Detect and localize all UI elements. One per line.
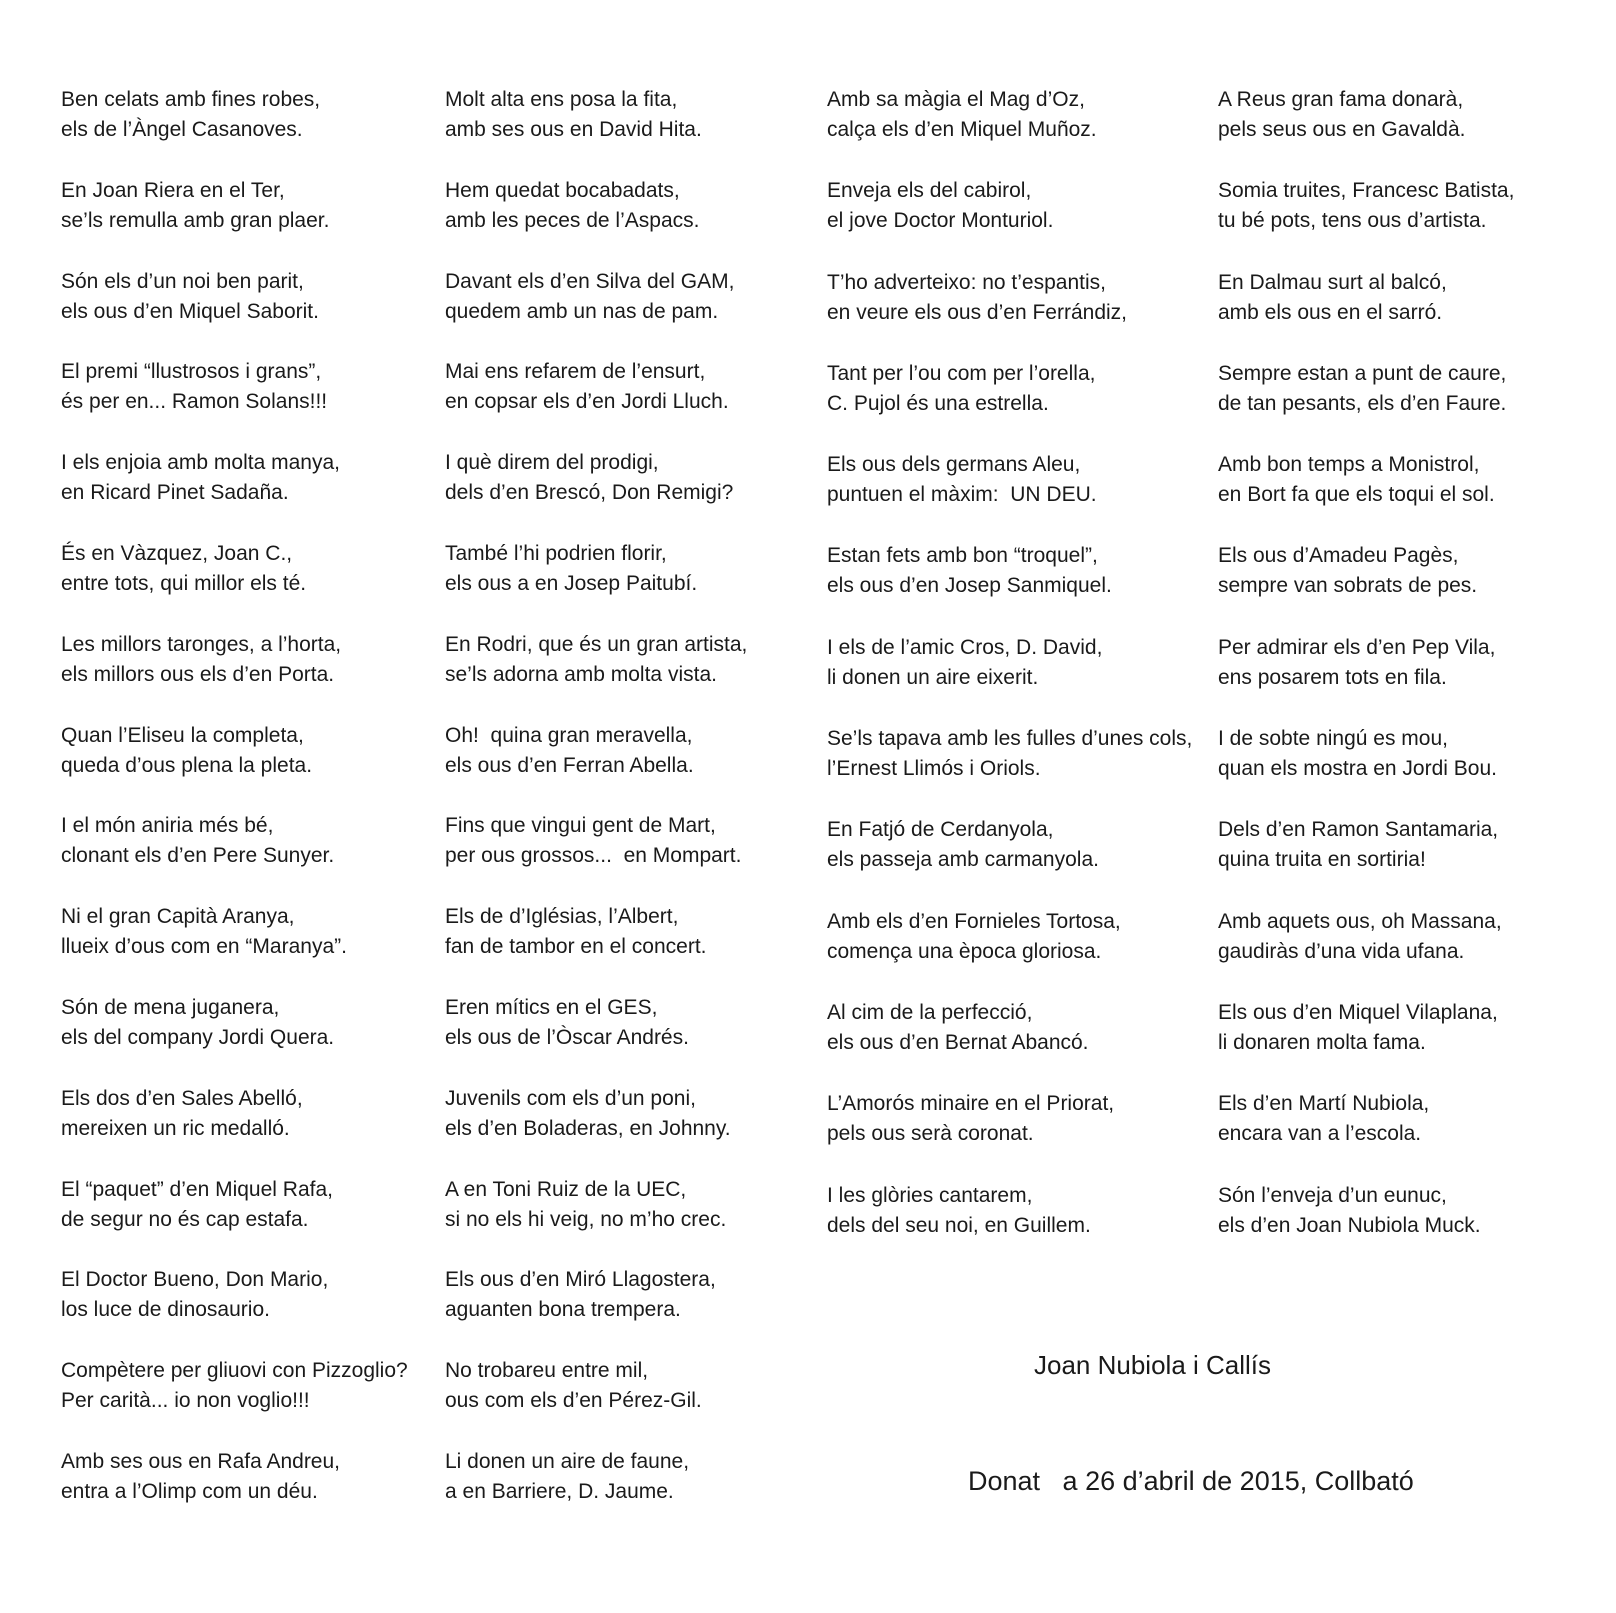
verse-line: en Bort fa que els toqui el sol. xyxy=(1218,483,1495,507)
couplet xyxy=(1218,541,1514,632)
verse-line: els ous d’en Bernat Abancó. xyxy=(827,1030,1089,1054)
verse-line: I les glòries cantarem, xyxy=(827,1183,1033,1207)
couplet xyxy=(61,85,408,176)
verse-line: calça els d’en Miquel Muñoz. xyxy=(827,118,1097,141)
couplet xyxy=(827,1181,1192,1272)
verse-line: En Rodri, que és un gran artista, xyxy=(445,632,748,656)
verse-line: Ben celats amb fines robes, xyxy=(61,88,321,111)
verse-line: els ous d’en Miquel Saborit. xyxy=(61,299,319,323)
verse-line: Compètere per gliuovi con Pizzoglio? xyxy=(61,1359,408,1383)
couplet xyxy=(445,176,747,267)
verse-line: Se’ls tapava amb les fulles d’unes cols, xyxy=(827,727,1193,751)
verse-line: Li donen un aire de faune, xyxy=(445,1449,690,1473)
verse-line: els ous de l’Òscar Andrés. xyxy=(445,1025,689,1049)
couplet xyxy=(61,1084,408,1175)
verse-line: quedem amb un nas de pam. xyxy=(445,299,719,323)
couplet xyxy=(1218,359,1514,450)
couplet xyxy=(445,630,747,721)
couplet xyxy=(445,721,747,812)
verse-line: sempre van sobrats de pes. xyxy=(1218,574,1478,598)
verse-line: els del company Jordi Quera. xyxy=(61,1025,335,1049)
verse-line: Amb els d’en Fornieles Tortosa, xyxy=(827,909,1121,933)
verse-line: Quan l’Eliseu la completa, xyxy=(61,723,304,747)
verse-line: Per carità... io non voglio!!! xyxy=(61,1389,310,1413)
verse-line: els d’en Boladeras, en Johnny. xyxy=(445,1116,731,1140)
verse-line: comença una època gloriosa. xyxy=(827,939,1102,963)
verse-line: Mai ens refarem de l’ensurt, xyxy=(445,360,706,384)
verse-line: el jove Doctor Monturiol. xyxy=(827,209,1054,233)
verse-line: clonant els d’en Pere Sunyer. xyxy=(61,844,335,868)
couplet xyxy=(827,268,1192,359)
verse-line: També l’hi podrien florir, xyxy=(445,541,667,565)
couplet xyxy=(1218,176,1514,267)
couplet xyxy=(445,1447,747,1538)
verse-line: mereixen un ric medalló. xyxy=(61,1116,290,1140)
couplet xyxy=(61,176,408,267)
verse-line: Els ous dels germans Aleu, xyxy=(827,453,1081,477)
couplet xyxy=(1218,85,1514,176)
verse-line: els passeja amb carmanyola. xyxy=(827,848,1099,872)
verse-line: de tan pesants, els d’en Faure. xyxy=(1218,391,1507,415)
couplet xyxy=(445,1356,747,1447)
couplet xyxy=(61,267,408,358)
verse-line: gaudiràs d’una vida ufana. xyxy=(1218,939,1465,963)
verse-line: És en Vàzquez, Joan C., xyxy=(61,541,293,565)
verse-line: li donen un aire eixerit. xyxy=(827,665,1039,689)
verse-line: quan els mostra en Jordi Bou. xyxy=(1218,757,1497,781)
verse-line: amb els ous en el sarró. xyxy=(1218,300,1443,324)
verse-line: se’ls remulla amb gran plaer. xyxy=(61,208,330,232)
verse-line: Sempre estan a punt de caure, xyxy=(1218,361,1507,385)
couplet xyxy=(827,633,1192,724)
verse-line: a en Barriere, D. Jaume. xyxy=(445,1479,674,1503)
couplet xyxy=(827,450,1192,541)
verse-line: quina truita en sortiria! xyxy=(1218,848,1426,872)
verse-line: se’ls adorna amb molta vista. xyxy=(445,662,717,686)
poem-column-2 xyxy=(445,85,747,1538)
verse-line: amb les peces de l’Aspacs. xyxy=(445,208,700,232)
verse-line: Estan fets amb bon “troquel”, xyxy=(827,544,1098,568)
verse-line: Oh! quina gran meravella, xyxy=(445,723,693,747)
couplet xyxy=(1218,1089,1514,1180)
verse-line: ens posarem tots en fila. xyxy=(1218,665,1447,689)
verse-line: No trobareu entre mil, xyxy=(445,1359,649,1383)
couplet xyxy=(61,357,408,448)
couplet xyxy=(445,993,747,1084)
verse-line: Per admirar els d’en Pep Vila, xyxy=(1218,635,1496,659)
verse-line: En Joan Riera en el Ter, xyxy=(61,178,285,202)
verse-line: Els ous d’en Miró Llagostera, xyxy=(445,1268,716,1292)
couplet xyxy=(1218,450,1514,541)
verse-line: El premi “llustrosos i grans”, xyxy=(61,360,322,384)
verse-line: Amb sa màgia el Mag d’Oz, xyxy=(827,88,1085,111)
verse-line: C. Pujol és una estrella. xyxy=(827,391,1049,415)
verse-line: els ous a en Josep Paitubí. xyxy=(445,571,698,595)
verse-line: encara van a l’escola. xyxy=(1218,1122,1422,1146)
verse-line: de segur no és cap estafa. xyxy=(61,1207,309,1231)
verse-line: entre tots, qui millor els té. xyxy=(61,571,307,595)
verse-line: Hem quedat bocabadats, xyxy=(445,178,680,202)
verse-line: els de l’Àngel Casanoves. xyxy=(61,118,303,141)
couplet xyxy=(827,541,1192,632)
couplet xyxy=(445,1175,747,1266)
couplet xyxy=(445,1265,747,1356)
verse-line: tu bé pots, tens ous d’artista. xyxy=(1218,209,1487,233)
verse-line: Molt alta ens posa la fita, xyxy=(445,88,678,111)
couplet xyxy=(445,85,747,176)
verse-line: A en Toni Ruiz de la UEC, xyxy=(445,1177,687,1201)
verse-line: El Doctor Bueno, Don Mario, xyxy=(61,1268,329,1292)
couplet xyxy=(61,993,408,1084)
verse-line: I què direm del prodigi, xyxy=(445,451,659,475)
verse-line: si no els hi veig, no m’ho crec. xyxy=(445,1207,727,1231)
couplet xyxy=(61,902,408,993)
verse-line: Somia truites, Francesc Batista, xyxy=(1218,179,1515,203)
couplet xyxy=(61,539,408,630)
verse-line: dels del seu noi, en Guillem. xyxy=(827,1213,1091,1237)
couplet xyxy=(445,267,747,358)
couplet xyxy=(1218,998,1514,1089)
verse-line: els d’en Joan Nubiola Muck. xyxy=(1218,1213,1481,1237)
verse-line: Les millors taronges, a l’horta, xyxy=(61,632,342,656)
verse-line: llueix d’ous com en “Maranya”. xyxy=(61,935,347,959)
verse-line: Eren mítics en el GES, xyxy=(445,995,658,1019)
verse-line: Tant per l’ou com per l’orella, xyxy=(827,361,1096,385)
verse-line: Amb aquets ous, oh Massana, xyxy=(1218,909,1502,933)
verse-line: I el món aniria més bé, xyxy=(61,814,274,838)
verse-line: els millors ous els d’en Porta. xyxy=(61,662,335,686)
verse-line: és per en... Ramon Solans!!! xyxy=(61,390,328,414)
couplet xyxy=(1218,907,1514,998)
verse-line: puntuen el màxim: UN DEU. xyxy=(827,483,1097,507)
verse-line: I de sobte ningú es mou, xyxy=(1218,727,1448,751)
verse-line: Són els d’un noi ben parit, xyxy=(61,269,304,293)
poem-column-1 xyxy=(61,85,408,1538)
couplet xyxy=(1218,815,1514,906)
verse-line: Els ous d’Amadeu Pagès, xyxy=(1218,544,1459,568)
verse-line: Enveja els del cabirol, xyxy=(827,179,1032,203)
couplet xyxy=(61,448,408,539)
verse-line: amb ses ous en David Hita. xyxy=(445,118,702,141)
verse-line: Ni el gran Capità Aranya, xyxy=(61,905,295,929)
verse-line: Els de d’Iglésias, l’Albert, xyxy=(445,905,679,929)
verse-line: Al cim de la perfecció, xyxy=(827,1000,1033,1024)
couplet xyxy=(827,1089,1192,1180)
verse-line: Són l’enveja d’un eunuc, xyxy=(1218,1183,1447,1207)
couplet xyxy=(61,630,408,721)
verse-line: Fins que vingui gent de Mart, xyxy=(445,814,716,838)
verse-line: Dels d’en Ramon Santamaria, xyxy=(1218,818,1499,842)
verse-line: A Reus gran fama donarà, xyxy=(1218,88,1464,111)
verse-line: els ous d’en Ferran Abella. xyxy=(445,753,694,777)
couplet xyxy=(1218,724,1514,815)
verse-line: Amb bon temps a Monistrol, xyxy=(1218,453,1480,477)
verse-line: los luce de dinosaurio. xyxy=(61,1298,270,1322)
couplet xyxy=(445,902,747,993)
couplet xyxy=(445,1084,747,1175)
couplet xyxy=(61,721,408,812)
poem-column-4 xyxy=(1218,85,1514,1272)
verse-line: els ous d’en Josep Sanmiquel. xyxy=(827,574,1112,598)
couplet xyxy=(827,907,1192,998)
couplet xyxy=(827,815,1192,906)
verse-line: en copsar els d’en Jordi Lluch. xyxy=(445,390,729,414)
verse-line: I els de l’amic Cros, D. David, xyxy=(827,635,1103,659)
couplet xyxy=(61,1356,408,1447)
verse-line: ous com els d’en Pérez-Gil. xyxy=(445,1389,702,1413)
verse-line: entra a l’Olimp com un déu. xyxy=(61,1479,318,1503)
couplet xyxy=(827,998,1192,1089)
date-place-line: Donat a 26 d’abril de 2015, Collbató xyxy=(968,1466,1414,1496)
couplet xyxy=(827,85,1192,176)
couplet xyxy=(61,1265,408,1356)
couplet xyxy=(445,357,747,448)
verse-line: T’ho adverteixo: no t’espantis, xyxy=(827,270,1106,294)
poem-column-3 xyxy=(827,85,1192,1272)
verse-line: pels seus ous en Gavaldà. xyxy=(1218,118,1466,141)
verse-line: Els ous d’en Miquel Vilaplana, xyxy=(1218,1000,1498,1024)
verse-line: pels ous serà coronat. xyxy=(827,1122,1034,1146)
verse-line: I els enjoia amb molta manya, xyxy=(61,451,340,475)
couplet xyxy=(827,359,1192,450)
couplet xyxy=(827,176,1192,267)
verse-line: en veure els ous d’en Ferrándiz, xyxy=(827,300,1127,324)
couplet xyxy=(1218,1181,1514,1272)
verse-line: queda d’ous plena la pleta. xyxy=(61,753,313,777)
couplet xyxy=(61,1447,408,1538)
verse-line: En Dalmau surt al balcó, xyxy=(1218,270,1447,294)
couplet xyxy=(1218,633,1514,724)
verse-line: li donaren molta fama. xyxy=(1218,1030,1426,1054)
verse-line: Els d’en Martí Nubiola, xyxy=(1218,1092,1430,1116)
verse-line: aguanten bona trempera. xyxy=(445,1298,681,1322)
verse-line: Davant els d’en Silva del GAM, xyxy=(445,269,735,293)
verse-line: Els dos d’en Sales Abelló, xyxy=(61,1086,303,1110)
verse-line: Són de mena juganera, xyxy=(61,995,280,1019)
verse-line: Juvenils com els d’un poni, xyxy=(445,1086,696,1110)
verse-line: L’Amorós minaire en el Priorat, xyxy=(827,1092,1115,1116)
verse-line: Amb ses ous en Rafa Andreu, xyxy=(61,1449,340,1473)
couplet xyxy=(61,1175,408,1266)
couplet xyxy=(827,724,1192,815)
couplet xyxy=(61,811,408,902)
verse-line: en Ricard Pinet Sadaña. xyxy=(61,481,289,505)
couplet xyxy=(445,448,747,539)
verse-line: per ous grossos... en Mompart. xyxy=(445,844,742,868)
author-signature: Joan Nubiola i Callís xyxy=(1034,1350,1272,1380)
verse-line: dels d’en Brescó, Don Remigi? xyxy=(445,481,734,505)
couplet xyxy=(1218,268,1514,359)
verse-line: En Fatjó de Cerdanyola, xyxy=(827,818,1054,842)
verse-line: l’Ernest Llimós i Oriols. xyxy=(827,757,1041,781)
verse-line: fan de tambor en el concert. xyxy=(445,935,707,959)
verse-line: El “paquet” d’en Miquel Rafa, xyxy=(61,1177,333,1201)
couplet xyxy=(445,539,747,630)
couplet xyxy=(445,811,747,902)
